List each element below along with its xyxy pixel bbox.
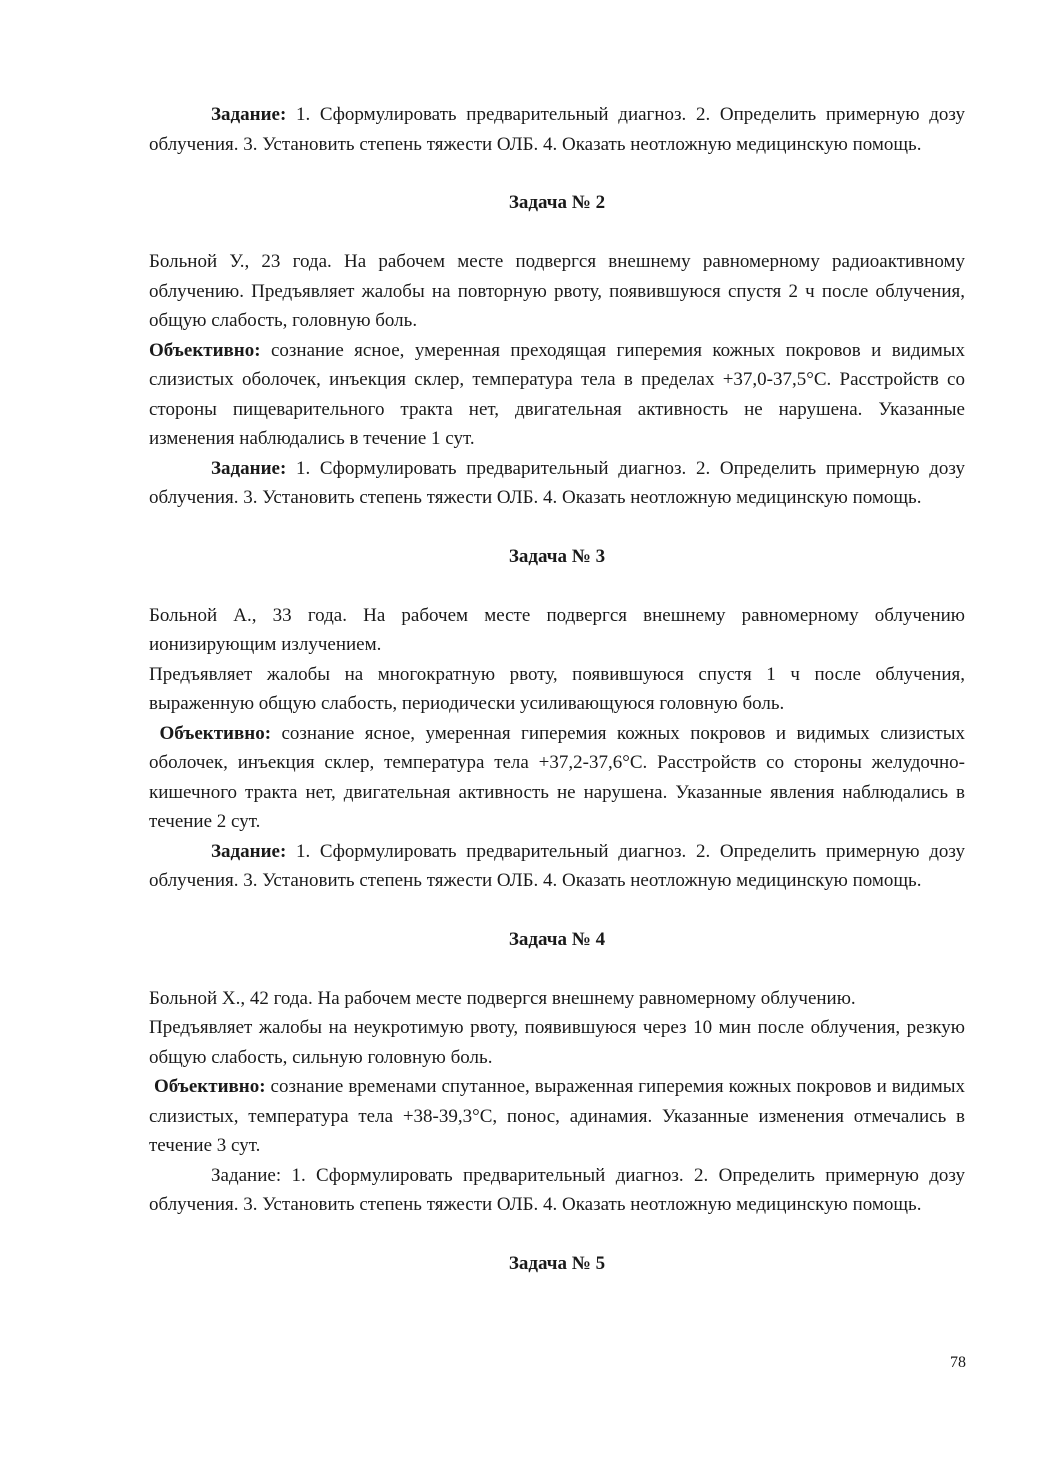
task-text: 1. Сформулировать предварительный диагноз. 2. Определить примерную дозу облучения. 3. Установить степень тяжести ОЛБ. 4. Оказать неотложную медицинскую помощь. [149, 457, 965, 508]
objective-findings [149, 336, 965, 454]
objective-text: сознание ясное, умеренная преходящая гиперемия кожных покровов и видимых слизистых оболочек, инъекция склер, температура тела в пределах +37,0-37,5°С. Расстройств со стороны пищеварительного тракта нет, двигательная активность не нарушена. Указанные изменения наблюдались в течение 1 сут. [149, 339, 965, 449]
task-text: 1. Сформулировать предварительный диагноз. 2. Определить примерную дозу облучения. 3. Установить степень тяжести ОЛБ. 4. Оказать неотложную медицинскую помощь. [149, 104, 965, 155]
task-paragraph [149, 837, 965, 896]
problem-heading: Задача № 2 [508, 192, 606, 213]
page-content [149, 100, 965, 1308]
task-label: Задание: [211, 840, 287, 862]
problem-heading: Задача № 3 [508, 545, 606, 567]
objective-text: сознание ясное, умеренная гиперемия кожных покровов и видимых слизистых оболочек, инъекция склер, температура тела +37,2-37,6°С. Расстройств со стороны желудочно-кишечного тракта нет, двигательная активность не нарушена. Указанные явления наблюдались в течение 2 сут. [149, 722, 965, 832]
problem-heading: Задача № 4 [508, 928, 606, 950]
case-description: Больной А., 33 года. На рабочем месте подвергся внешнему равномерному облучению ионизирующим излучением. [149, 604, 965, 655]
objective-text: сознание временами спутанное, выраженная гиперемия кожных покровов и видимых слизистых, температура тела +38-39,3°С, понос, адинамия. Указанные изменения отмечались в течение 3 сут. [149, 1076, 966, 1156]
intro-task [149, 100, 965, 159]
case-description: Больной У., 23 года. На рабочем месте подвергся внешнему равномерному радиоактивному облучению. Предъявляет жалобы на повторную рвоту, появившуюся спустя 2 ч после облучения, общую слабость, головную боль. [149, 251, 965, 331]
objective-label: Объективно: [159, 722, 272, 744]
objective-label: Объективно: [153, 1076, 266, 1097]
page-number: 78 [950, 1354, 966, 1371]
task-paragraph [149, 454, 965, 513]
case-description: Больной Х., 42 года. На рабочем месте подвергся внешнему равномерному облучению. [149, 987, 856, 1009]
task-paragraph: Задание: 1. Сформулировать предварительный диагноз. 2. Определить примерную дозу облучения. 3. Установить степень тяжести ОЛБ. 4. Оказать неотложную медицинскую помощь. [149, 1164, 965, 1215]
objective-label: Объективно: [149, 339, 261, 361]
objective-findings [149, 719, 965, 837]
complaints-text: Предъявляет жалобы на многократную рвоту, появившуюся спустя 1 ч после облучения, выраженную общую слабость, периодически усиливающуюся головную боль. [149, 663, 965, 714]
problem-heading: Задача № 5 [508, 1252, 606, 1274]
task-label: Задание: [211, 104, 287, 125]
complaints-text: Предъявляет жалобы на неукротимую рвоту, появившуюся через 10 мин после облучения, резкую общую слабость, сильную головную боль. [149, 1017, 965, 1068]
task-label: Задание: [211, 457, 287, 479]
objective-findings [149, 1072, 965, 1161]
task-text: 1. Сформулировать предварительный диагноз. 2. Определить примерную дозу облучения. 3. Установить степень тяжести ОЛБ. 4. Оказать неотложную медицинскую помощь. [149, 840, 965, 891]
